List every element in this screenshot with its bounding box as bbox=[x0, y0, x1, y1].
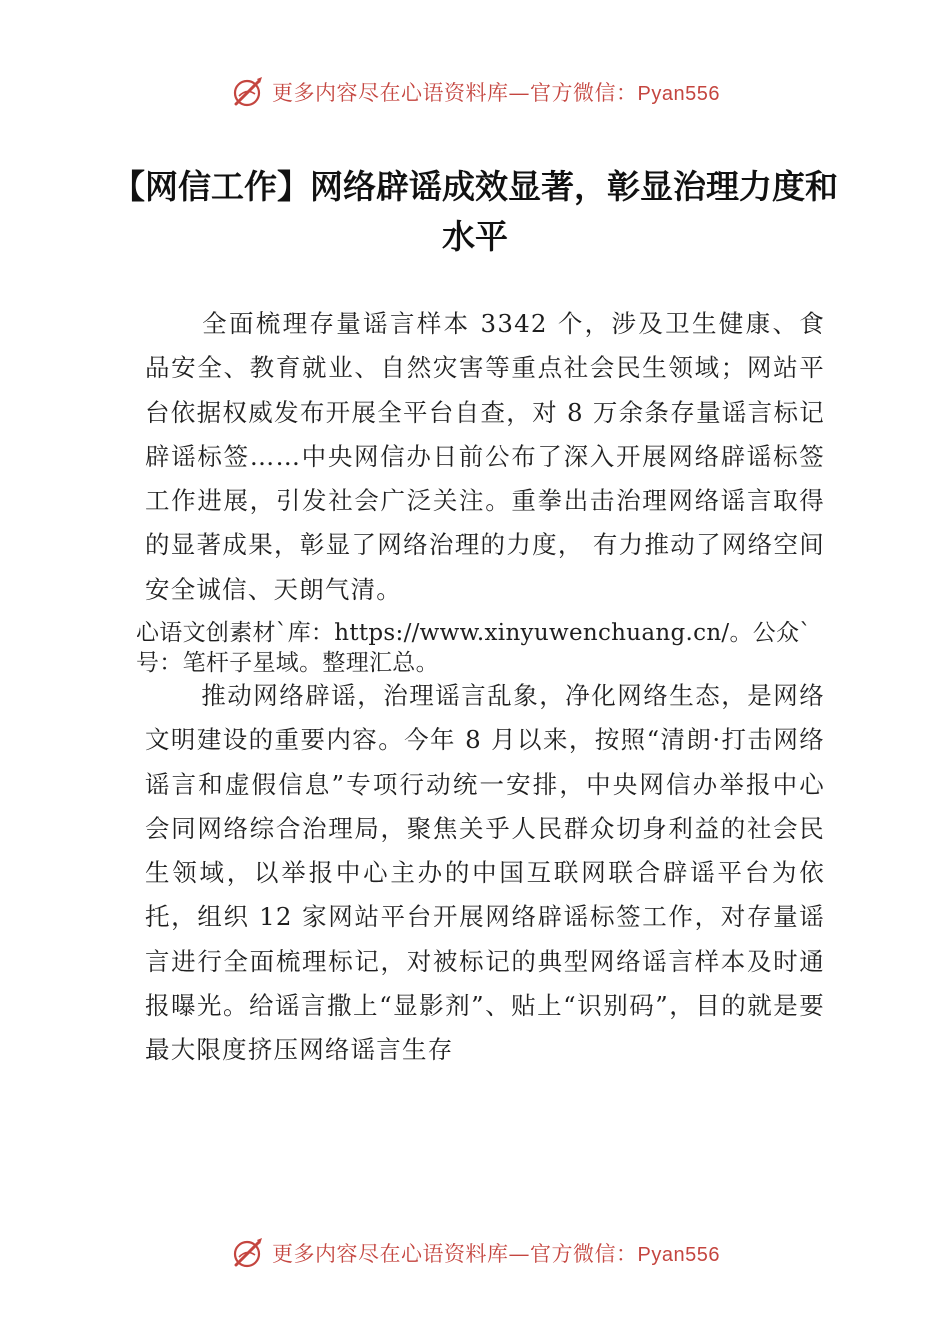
footer-banner-text bbox=[272, 1238, 720, 1268]
banner-text: 更多内容尽在心语资料库—官方微信： bbox=[272, 81, 638, 105]
footer-banner bbox=[0, 1231, 950, 1275]
paragraph-2-text: 推动网络辟谣，治理谣言乱象，净化网络生态，是网络文明建设的重要内容。今年 8 月以来，按照“清朗·打击网络谣言和虚假信息”专项行动统一安排，中央网信办举报中心会同网络综合治理局，聚焦关乎人民群众切身利益的社会民生领域，以举报中心主办的中国互联网联合辟谣平台为依托，组织 12 家网站平台开展网络辟谣标签工作，对存量谣言进行全面梳理标记，对被标记的典型网络谣言样本及时通报曝光。给谣言撒上“显影剂”、贴上“识别码”，目的就是要最大限度挤压网络谣言生存 bbox=[145, 681, 825, 1065]
header-banner-text bbox=[272, 77, 720, 107]
banner-text: 更多内容尽在心语资料库—官方微信： bbox=[272, 1242, 638, 1266]
pen-logo-icon bbox=[230, 74, 266, 110]
paragraph-2 bbox=[145, 674, 825, 1073]
wechat-id: Pyan556 bbox=[637, 1244, 720, 1266]
paragraph-1 bbox=[145, 302, 825, 612]
pen-logo-icon bbox=[230, 1235, 266, 1271]
article-title: 【网信工作】网络辟谣成效显著，彰显治理力度和水平 bbox=[112, 167, 838, 256]
wechat-id: Pyan556 bbox=[637, 83, 720, 105]
source-note: 心语文创素材`库：https://www.xinyuwenchuang.cn/。公众`号：笔杆子星域。整理汇总。 bbox=[136, 620, 812, 676]
paragraph-1-text: 全面梳理存量谣言样本 3342 个，涉及卫生健康、食品安全、教育就业、自然灾害等重点社会民生领域；网站平台依据权威发布开展全平台自查，对 8 万余条存量谣言标记辟谣标签……中央网信办日前公布了深入开展网络辟谣标签工作进展，引发社会广泛关注。重拳出击治理网络谣言取得的显著成果，彰显了网络治理的力度， 有力推动了网络空间安全诚信、天朗气清。 bbox=[145, 309, 825, 604]
header-banner bbox=[0, 70, 950, 114]
